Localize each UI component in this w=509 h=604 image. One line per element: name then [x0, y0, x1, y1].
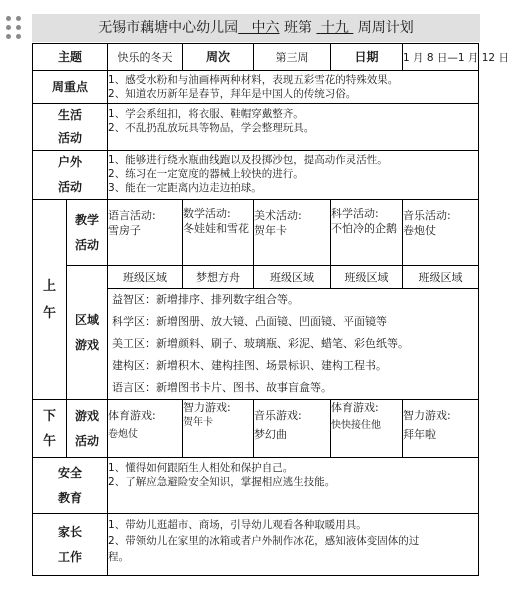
- life-content: [108, 104, 479, 151]
- life-line: 2、不乱扔乱放玩具等物品，学会整理玩具。: [108, 122, 315, 134]
- focus-label: 周重点: [33, 71, 108, 104]
- games-row: [33, 400, 479, 458]
- weekly-plan-table: [32, 43, 509, 576]
- area-header: 班级区域: [254, 266, 331, 289]
- parents-line: 程。: [108, 551, 130, 563]
- game-item-sports: 体育游戏: 卷炮仗: [108, 400, 183, 458]
- parents-line: 2、带领幼儿在家里的冰箱或者户外制作冰花，感知液体变固体的过: [108, 535, 420, 547]
- game-item-sports-2: 体育游戏: 快快接住他: [331, 400, 403, 458]
- focus-row: [33, 71, 479, 104]
- area-header: 班级区域: [331, 266, 403, 289]
- area-line: 益智区：新增排序、排列数字组合等。: [112, 293, 300, 306]
- parents-content: [108, 514, 479, 576]
- parents-row: [33, 514, 479, 576]
- date-value: 1 月 8 日—1 月 12 日: [403, 44, 479, 71]
- safety-row: [33, 458, 479, 514]
- page-title: [32, 14, 480, 42]
- teaching-item-music: 音乐活动: 卷炮仗: [403, 200, 479, 266]
- teaching-row: [33, 200, 479, 266]
- afternoon-label: 下 午: [33, 400, 67, 458]
- outdoor-line: 2、练习在一定宽度的器械上较快的进行。: [108, 168, 304, 180]
- game-item-music: 音乐游戏: 梦幻曲: [254, 400, 331, 458]
- parents-label: 家长 工作: [33, 514, 108, 576]
- title-prefix: 无锡市藕塘中心幼儿园: [98, 20, 239, 36]
- safety-content: [108, 458, 479, 514]
- date-label: 日期: [331, 44, 403, 71]
- week-value: 第三周: [254, 44, 331, 71]
- outdoor-label: 户外 活动: [33, 151, 108, 200]
- safety-line: 2、了解应急避险安全知识，掌握相应逃生技能。: [108, 476, 336, 488]
- drag-handle-icon[interactable]: [3, 14, 29, 44]
- title-suffix: 周周计划: [353, 20, 414, 36]
- game-item-puzzle: 智力游戏: 贺年卡: [183, 400, 254, 458]
- area-header: 班级区域: [108, 266, 183, 289]
- week-label: 周次: [183, 44, 254, 71]
- teaching-item-art: 美术活动: 贺年卡: [254, 200, 331, 266]
- area-label: 区域 游戏: [67, 266, 108, 400]
- area-header: 梦想方舟: [183, 266, 254, 289]
- theme-label: 主题: [33, 44, 108, 71]
- game-item-puzzle-2: 智力游戏: 拜年啦: [403, 400, 479, 458]
- safety-line: 1、懂得如何跟陌生人相处和保护自己。: [108, 462, 294, 474]
- header-row: [33, 44, 479, 71]
- teaching-item-math: 数学活动: 冬娃娃和雪花: [183, 200, 254, 266]
- area-line: 科学区：新增图册、放大镜、凸面镜、凹面镜、平面镜等: [112, 315, 388, 328]
- focus-content: [108, 71, 479, 104]
- life-label: 生活 活动: [33, 104, 108, 151]
- outdoor-line: 3、能在一定距离内边走边拍球。: [108, 182, 262, 194]
- morning-label: 上 午: [33, 200, 67, 400]
- outdoor-row: [33, 151, 479, 200]
- title-class-suffix: 班第: [279, 20, 317, 36]
- games-label: 游戏 活动: [67, 400, 108, 458]
- area-line: 语言区：新增图书卡片、图书、故事盲盒等。: [112, 381, 333, 394]
- focus-line: 1、感受水粉和与油画棒两种材料，表现五彩雪花的特殊效果。: [108, 74, 399, 86]
- area-list: [108, 289, 479, 400]
- title-class-name: 中六: [251, 20, 280, 36]
- safety-label: 安全 教育: [33, 458, 108, 514]
- area-header: 班级区域: [403, 266, 479, 289]
- area-line: 美工区：新增颜料、刷子、玻璃瓶、彩泥、蜡笔、彩色纸等。: [112, 337, 410, 350]
- life-row: [33, 104, 479, 151]
- teaching-item-language: 语言活动: 雪房子: [108, 200, 183, 266]
- area-line: 建构区：新增积木、建构挂图、场景标识、建构工程书。: [112, 359, 388, 372]
- outdoor-line: 1、能够进行绕水瓶曲线跑以及投掷沙包，提高动作灵活性。: [108, 154, 388, 166]
- teaching-label: 教学 活动: [67, 200, 108, 266]
- title-week-no: 十九: [320, 20, 349, 36]
- parents-line: 1、带幼儿逛超市、商场，引导幼儿观看各种取暖用具。: [108, 519, 367, 531]
- area-header-row: [33, 266, 479, 289]
- theme-value: 快乐的冬天: [108, 44, 183, 71]
- focus-line: 2、知道农历新年是春节，拜年是中国人的传统习俗。: [108, 88, 357, 100]
- life-line: 1、学会系纽扣，将衣服、鞋帽穿戴整齐。: [108, 108, 304, 120]
- teaching-item-science: 科学活动: 不怕冷的企鹅: [331, 200, 403, 266]
- outdoor-content: [108, 151, 479, 200]
